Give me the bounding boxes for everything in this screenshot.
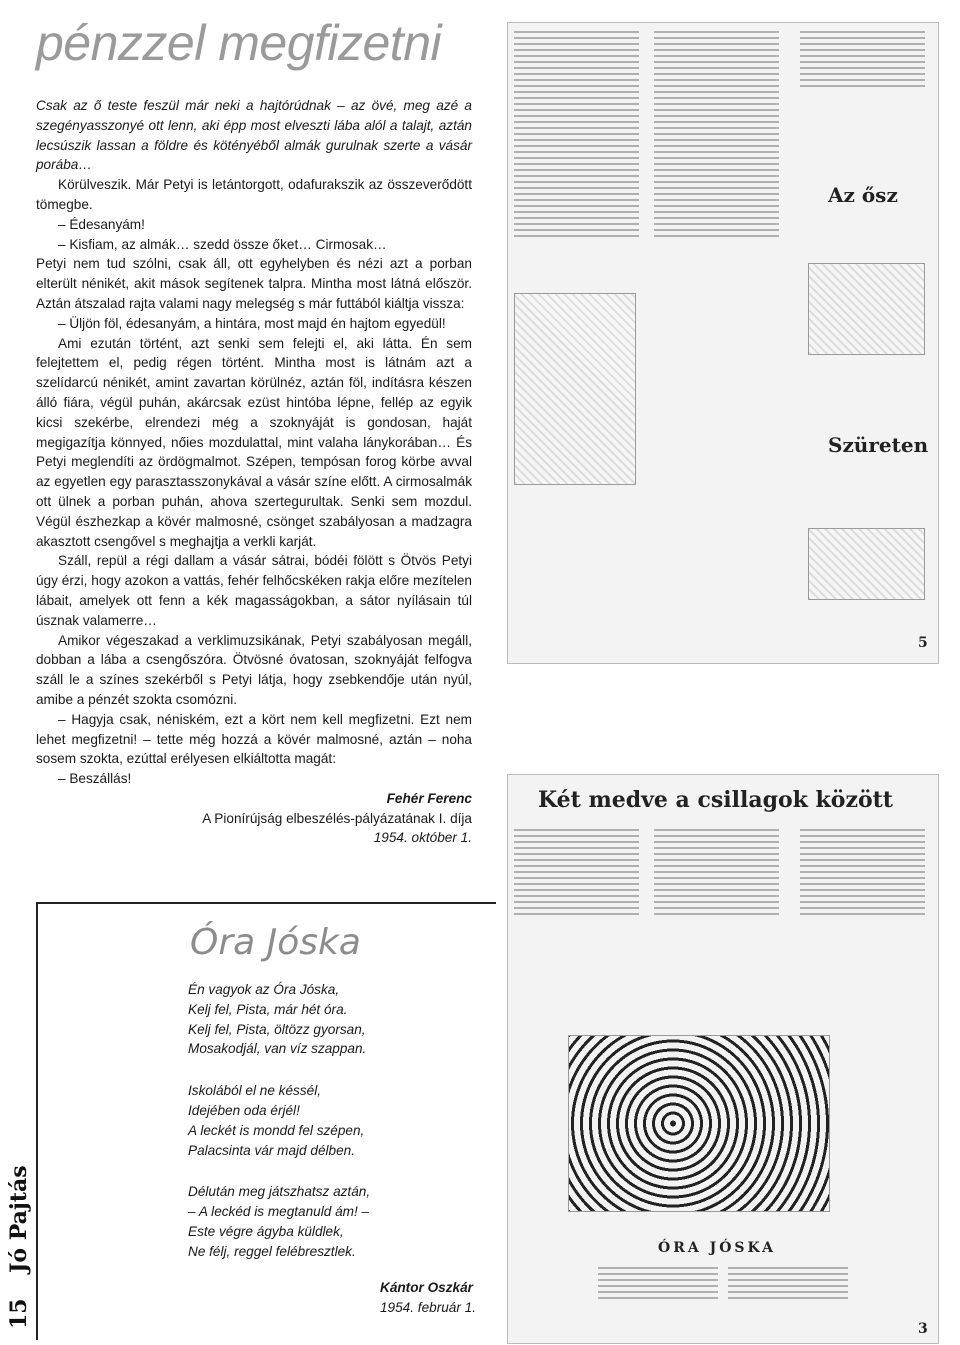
article-paragraph: – Édesanyám!: [58, 216, 145, 232]
scan-heading-bears: Két medve a csillagok között: [538, 787, 893, 813]
article-signature: [36, 789, 472, 848]
poem-line: Én vagyok az Óra Jóska,: [188, 982, 340, 997]
poem-date: 1954. február 1.: [380, 1299, 476, 1315]
poem-author: Kántor Oszkár: [380, 1280, 473, 1295]
spine-text: [6, 1165, 32, 1329]
newspaper-scan-bottom: [507, 774, 939, 1344]
poem-line: – A leckéd is megtanuld ám! –: [188, 1204, 370, 1220]
poem-line: A leckét is mondd fel szépen,: [188, 1122, 365, 1138]
scan-poem-heading: ÓRA JÓSKA: [658, 1240, 776, 1256]
article-date: 1954. október 1.: [373, 830, 472, 846]
article-paragraph: Ami ezután történt, azt senki sem felejti el, aki látta. Én sem felejtettem el, pedig régen történt. Mintha most is látnám azt a szelídarcú nénikét, amint zavartan körülnéz, aztán föl, indításra készen álló fiára, végül puhán, akárcsak ezüst hintóba lépne, fellép az egyik kicsi szekérbe, elrendezi még a szoknyáját is gondosan, haját megigazítja könnyed, nőies mozdulattal, mint valaha lánykorában… És Petyi meglendíti az ördögmalmot. Szépen, tempósan forog körbe avval az egyetlen egy parasztasszonykával a vásár színe előtt. A cirmosalmák ott ülnek a porban puhán, ahova szertegurultak. Senki sem mozdul. Végül észhezkap a kövér malmosné, csönget szabályosan a madzagra akasztott csengővel s meghajtja a verkli karját.: [36, 335, 472, 549]
scan-column: [654, 27, 779, 664]
page-title: pénzzel megfizetni: [36, 15, 442, 71]
scan-column: [598, 1263, 718, 1344]
poem-body: [188, 980, 488, 1284]
article-paragraph: – Üljön föl, édesanyám, a hintára, most majd én hajtom egyedül!: [58, 315, 446, 331]
article-award: A Pionírújság elbeszélés-pályázatának I. díja: [202, 810, 472, 826]
scan-page-number: 5: [918, 635, 928, 651]
scan-heading-autumn: Az ősz: [828, 183, 898, 207]
spine-label: [0, 1165, 34, 1345]
article-paragraph: Amikor végeszakad a verklimuzsikának, Petyi szabályosan megáll, dobban a lába a csengőszóra. Ötvösné óvatosan, szoknyáját felfogva száll le a színes szekérből s Petyi látja, hogy zsebkendője után nyúl, amibe a pénzét szokta csomózni.: [36, 632, 472, 707]
poem-line: Idejében oda érjél!: [188, 1102, 300, 1118]
article-paragraph: – Hagyja csak, néniském, ezt a kört nem kell megfizetni. Ezt nem lehet megfizetni! – tette még hozzá a kövér malmosné, aztán – noha sosem szokta, ezúttal erélyesen elkiáltotta magát:: [36, 711, 472, 767]
poem-title: Óra Jóska: [190, 922, 361, 963]
poem-line: Palacsinta vár majd délben.: [188, 1142, 355, 1158]
illustration-grapes: [808, 528, 925, 600]
poem-stanza: [188, 980, 488, 1059]
article-paragraph: – Kisfiam, az almák… szedd össze őket… Cirmosak…: [58, 236, 387, 252]
newspaper-scan-top: [507, 22, 939, 664]
poem-line: Kelj fel, Pista, öltözz gyorsan,: [188, 1021, 366, 1037]
illustration-bears-stars: [568, 1035, 830, 1212]
article-author: Fehér Ferenc: [386, 790, 472, 806]
poem-stanza: [188, 1182, 488, 1261]
poem-line: Kelj fel, Pista, már hét óra.: [188, 1001, 348, 1017]
poem-line: Ne félj, reggel felébresztlek.: [188, 1243, 356, 1259]
article-paragraph: Petyi nem tud szólni, csak áll, ott egyhelyben és nézi azt a porban elterült nénikét, akit mások segítenek talpra. Mintha most látná először. Aztán átszalad rajta valami nagy melegség s már futtából kiáltja vissza:: [36, 256, 472, 311]
article-paragraph: Csak az ő teste feszül már neki a hajtórúdnak – az övé, meg azé a szegényasszonyé ott lenn, aki épp most elveszti lába alól a talajt, aztán lecsúszik lassan a földre és kötényéből almák gurulnak szerte a vásár porába…: [36, 98, 472, 173]
poem-stanza: [188, 1081, 488, 1160]
article-paragraph: – Beszállás!: [58, 771, 132, 787]
illustration-carousel: [514, 293, 636, 485]
scan-page-number: 3: [918, 1321, 928, 1337]
article-paragraph: Körülveszik. Már Petyi is letántorgott, odafurakszik az összeverődött tömegbe.: [36, 177, 472, 212]
article-paragraph: Száll, repül a régi dallam a vásár sátrai, bódéi fölött s Ötvös Petyi úgy érzi, hogy azokon a vattás, fehér felhőcskéken rakja előre mezítelen lábait, amelyek ott fenn a kék magasságokban, a sátor nyílásain túl úsznak valamerre…: [36, 553, 472, 628]
poem-line: Este végre ágyba küldlek,: [188, 1223, 344, 1239]
scan-heading-harvest: Szüreten: [828, 433, 929, 457]
poem-line: Mosakodjál, van víz szappan.: [188, 1041, 367, 1057]
spine-magazine-name: Jó Pajtás: [6, 1165, 32, 1274]
article-body: [36, 96, 472, 848]
frame-divider-vertical: [36, 902, 38, 1340]
illustration-leaves: [808, 263, 925, 355]
poem-signature: [380, 1278, 490, 1317]
poem-line: Délután meg játszhatsz aztán,: [188, 1184, 371, 1200]
scan-column: [728, 1263, 848, 1344]
poem-line: Iskolából el ne késsél,: [188, 1083, 321, 1099]
spine-page-number: 15: [6, 1298, 32, 1329]
frame-divider-horizontal: [36, 902, 496, 904]
